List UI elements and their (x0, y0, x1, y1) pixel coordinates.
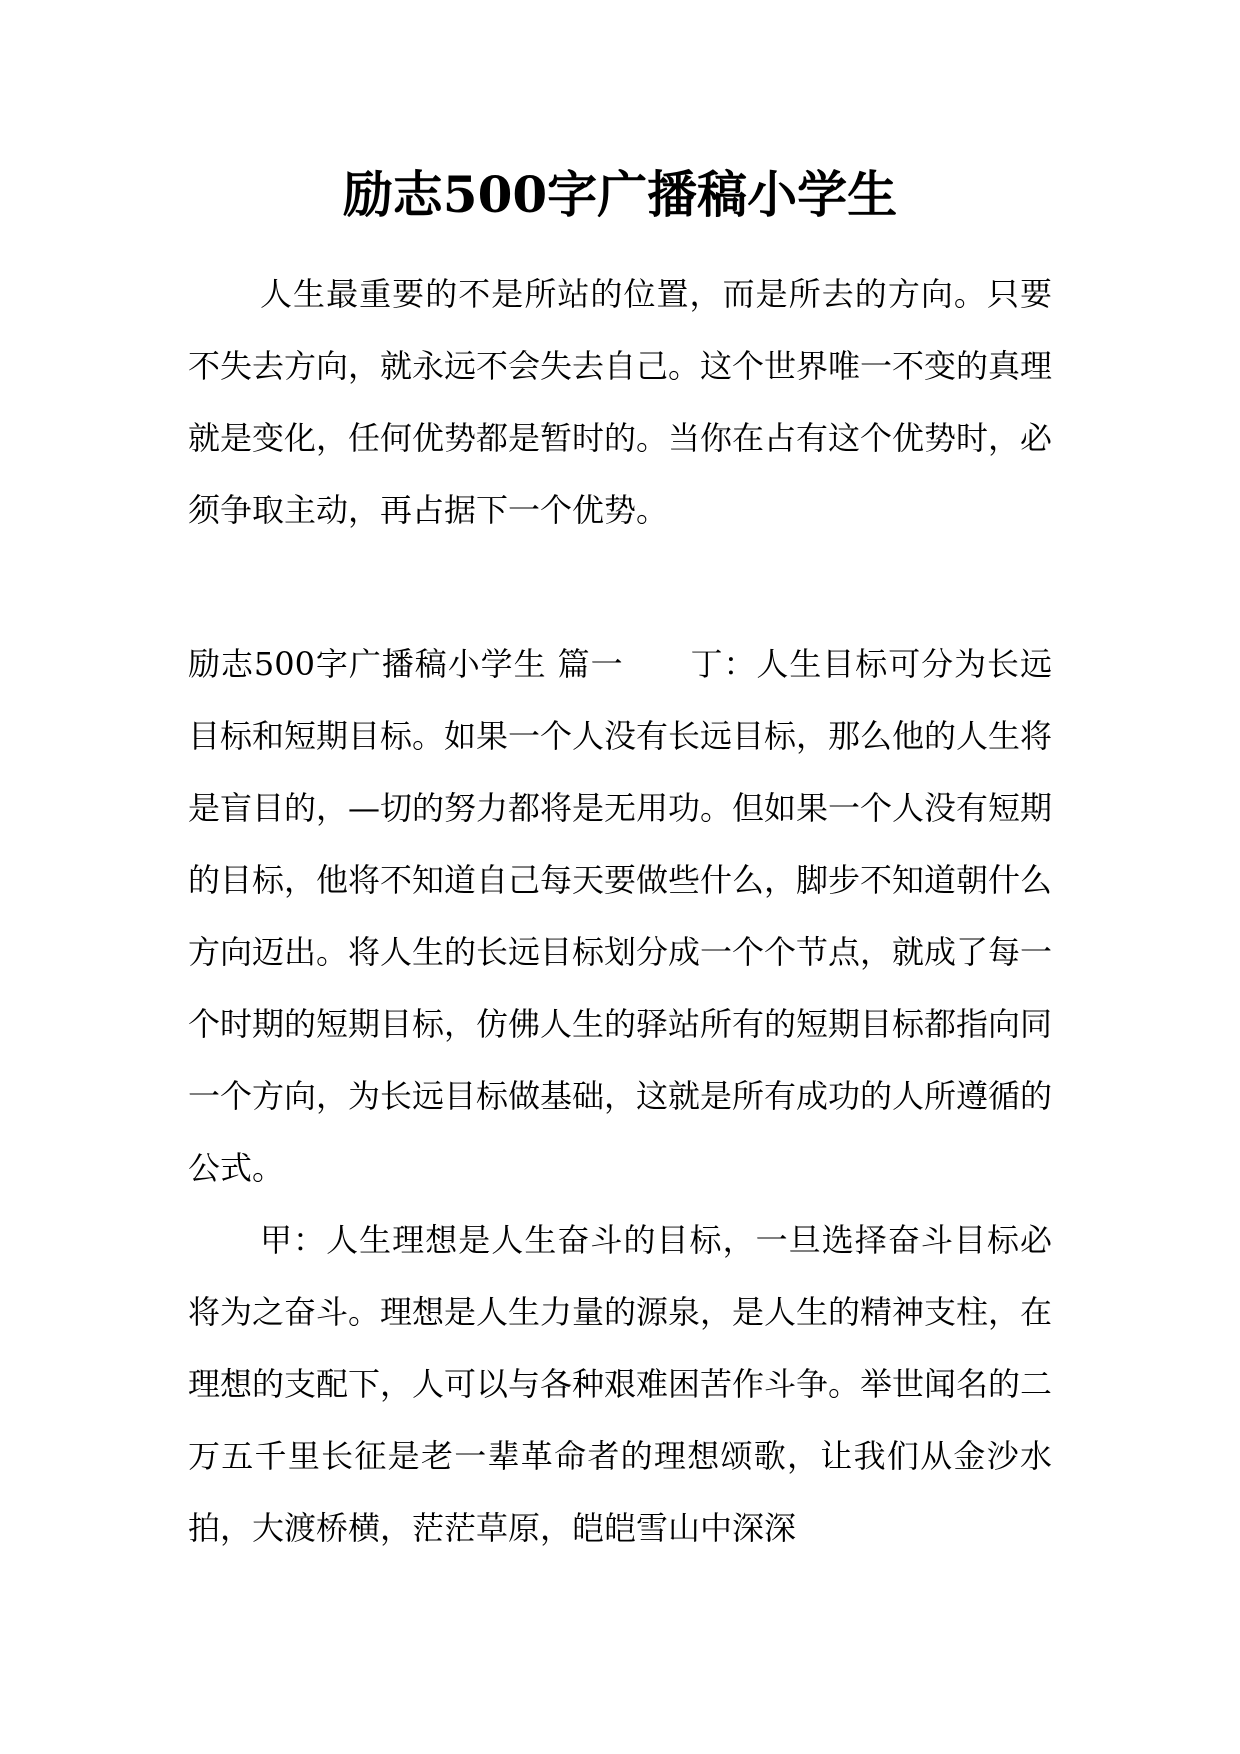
section-first-paragraph (188, 628, 1052, 1204)
intro-block (188, 258, 1052, 546)
section-block (188, 628, 1052, 1564)
section-paragraph-2: 甲：人生理想是人生奋斗的目标，一旦选择奋斗目标必将为之奋斗。理想是人生力量的源泉，是人生的精神支柱，在理想的支配下，人可以与各种艰难困苦作斗争。举世闻名的二万五千里长征是老一辈革命者的理想颂歌，让我们从金沙水拍，大渡桥横，茫茫草原，皑皑雪山中深深 (188, 1221, 1053, 1547)
intro-paragraph: 人生最重要的不是所站的位置，而是所去的方向。只要不失去方向，就永远不会失去自己。这个世界唯一不变的真理就是变化，任何优势都是暂时的。当你在占有这个优势时，必须争取主动，再占据下一个优势。 (188, 275, 1053, 529)
document-title: 励志500字广播稿小学生 (342, 165, 898, 224)
section-paragraph-1: 丁：人生目标可分为长远目标和短期目标。如果一个人没有长远目标，那么他的人生将是盲目的，—切的努力都将是无用功。但如果一个人没有短期的目标，他将不知道自己每天要做些什么，脚步不知道朝什么方向迈出。将人生的长远目标划分成一个个节点，就成了每一个时期的短期目标，仿佛人生的驿站所有的短期目标都指向同一个方向，为长远目标做基础，这就是所有成功的人所遵循的公式。 (188, 645, 1053, 1187)
section-heading: 励志500字广播稿小学生 篇一 (188, 645, 624, 683)
